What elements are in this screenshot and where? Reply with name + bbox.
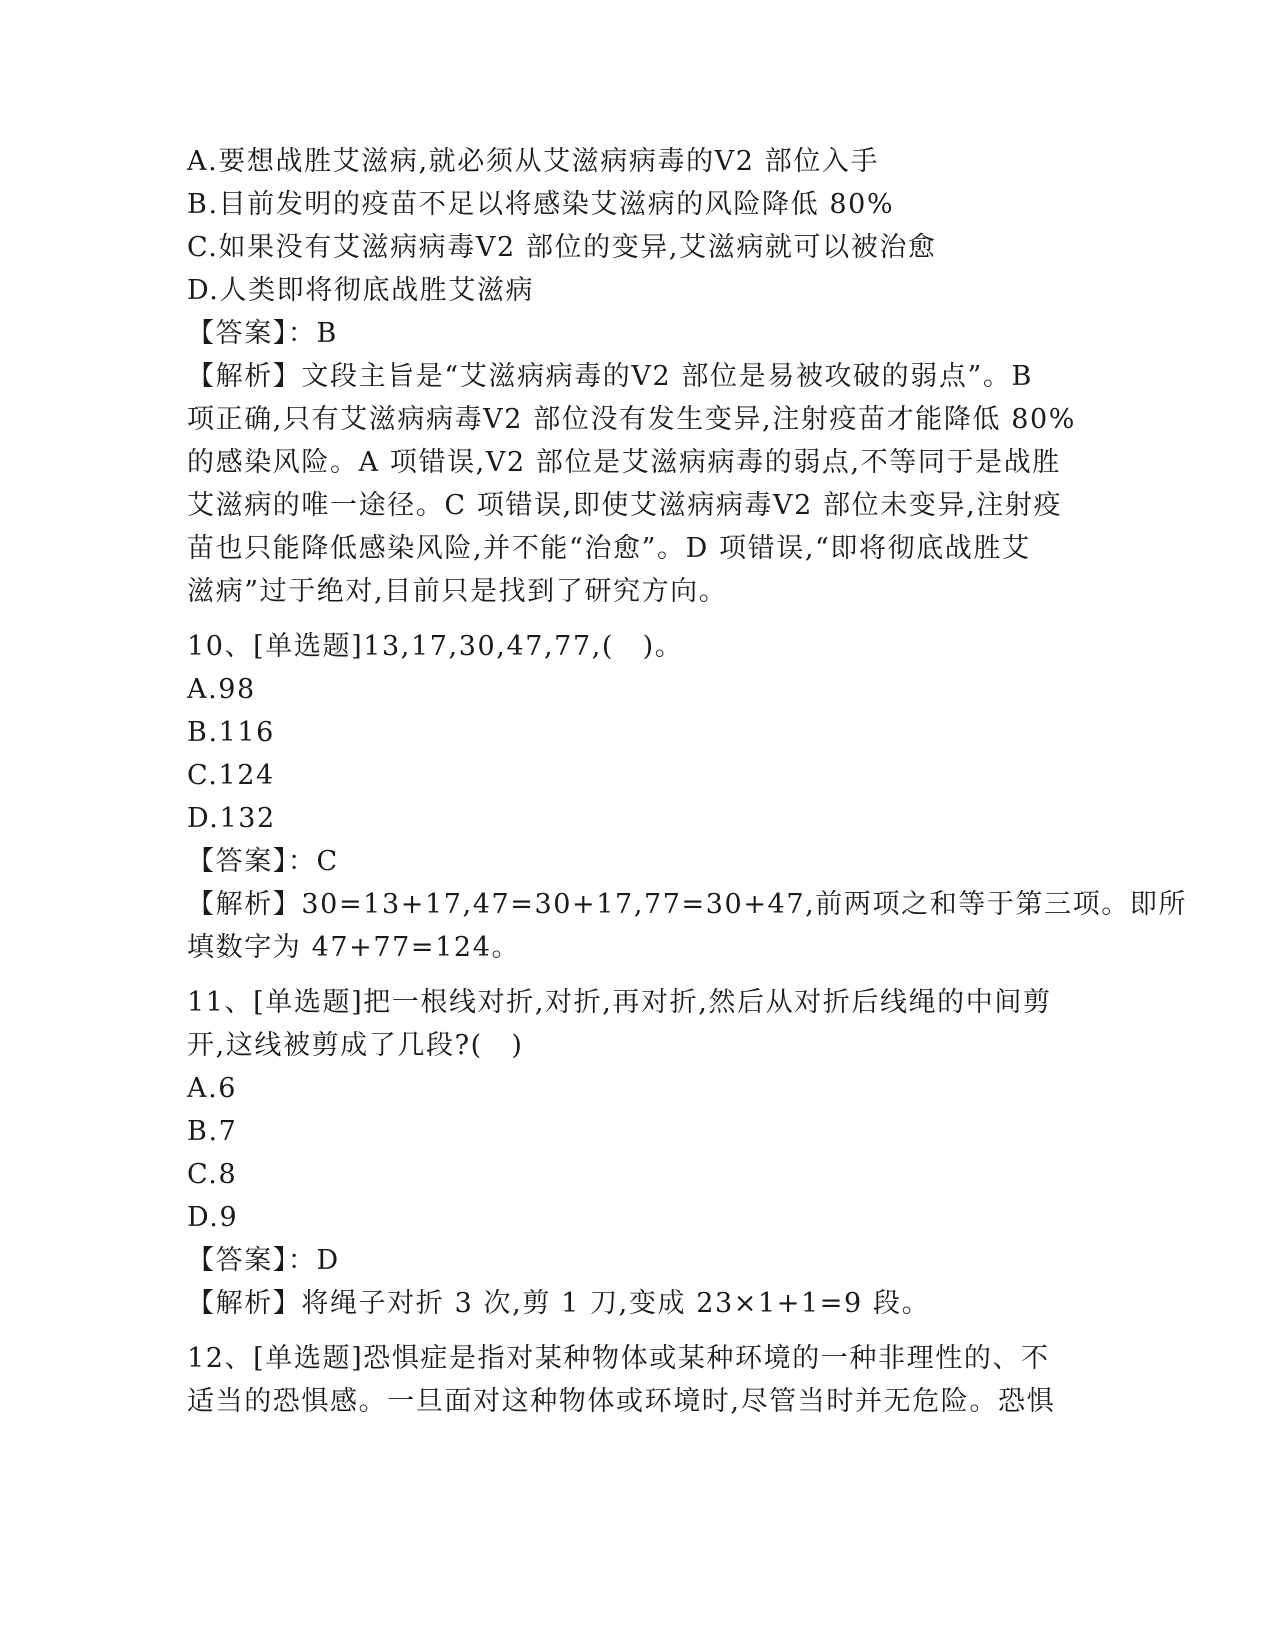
q9-analysis-line: 的感染风险。A 项错误,V2 部位是艾滋病病毒的弱点,不等同于是战胜 <box>187 447 1061 478</box>
q11-analysis-line: 【解析】将绳子对折 3 次,剪 1 刀,变成 23×1+1=9 段。 <box>187 1288 931 1319</box>
q9-option-d: D.人类即将彻底战胜艾滋病 <box>187 275 535 306</box>
question-spacer <box>187 613 1087 625</box>
q11-option-c: C.8 <box>187 1159 238 1190</box>
q9-analysis-line: 项正确,只有艾滋病病毒V2 部位没有发生变异,注射疫苗才能降低 80% <box>187 404 1077 435</box>
question-spacer <box>187 1325 1087 1337</box>
q12-stem-line: 适当的恐惧感。一旦面对这种物体或环境时,尽管当时并无危险。恐惧 <box>187 1386 1056 1417</box>
question-12 <box>187 1337 1087 1423</box>
q9-answer: 【答案】：B <box>187 318 338 349</box>
q11-option-d: D.9 <box>187 1202 239 1233</box>
q10-option-c: C.124 <box>187 760 275 791</box>
q10-analysis-line: 填数字为 47+77=124。 <box>187 932 521 963</box>
question-10 <box>187 625 1188 969</box>
q9-analysis-line: 苗也只能降低感染风险,并不能“治愈”。D 项错误,“即将彻底战胜艾 <box>187 533 1031 564</box>
q11-option-b: B.7 <box>187 1116 238 1147</box>
q10-answer: 【答案】：C <box>187 846 339 877</box>
q12-stem-line: 12、[单选题]恐惧症是指对某种物体或某种环境的一种非理性的、不 <box>187 1343 1050 1374</box>
q9-option-a: A.要想战胜艾滋病,就必须从艾滋病病毒的V2 部位入手 <box>187 146 880 177</box>
document-page <box>187 140 1188 1423</box>
q10-analysis-line: 【解析】30=13+17,47=30+17,77=30+47,前两项之和等于第三项。即所 <box>187 889 1188 920</box>
q11-option-a: A.6 <box>187 1073 238 1104</box>
q11-stem-line: 开,这线被剪成了几段?( ) <box>187 1030 524 1061</box>
question-spacer <box>187 969 1087 981</box>
q9-option-b: B.目前发明的疫苗不足以将感染艾滋病的风险降低 80% <box>187 189 895 220</box>
q10-stem: 10、[单选题]13,17,30,47,77,( )。 <box>187 631 684 662</box>
q9-option-c: C.如果没有艾滋病病毒V2 部位的变异,艾滋病就可以被治愈 <box>187 232 937 263</box>
q9-analysis-line: 滋病”过于绝对,目前只是找到了研究方向。 <box>187 576 728 607</box>
q9-analysis-line: 艾滋病的唯一途径。C 项错误,即使艾滋病病毒V2 部位未变异,注射疫 <box>187 490 1063 521</box>
q10-option-d: D.132 <box>187 803 276 834</box>
q10-option-a: A.98 <box>187 674 256 705</box>
q10-option-b: B.116 <box>187 717 275 748</box>
q11-answer: 【答案】：D <box>187 1245 340 1276</box>
question-11 <box>187 981 1087 1325</box>
q9-analysis-line: 【解析】文段主旨是“艾滋病病毒的V2 部位是易被攻破的弱点”。B <box>187 361 1033 392</box>
question-9 <box>187 140 1087 613</box>
q11-stem-line: 11、[单选题]把一根线对折,对折,再对折,然后从对折后线绳的中间剪 <box>187 987 1052 1018</box>
